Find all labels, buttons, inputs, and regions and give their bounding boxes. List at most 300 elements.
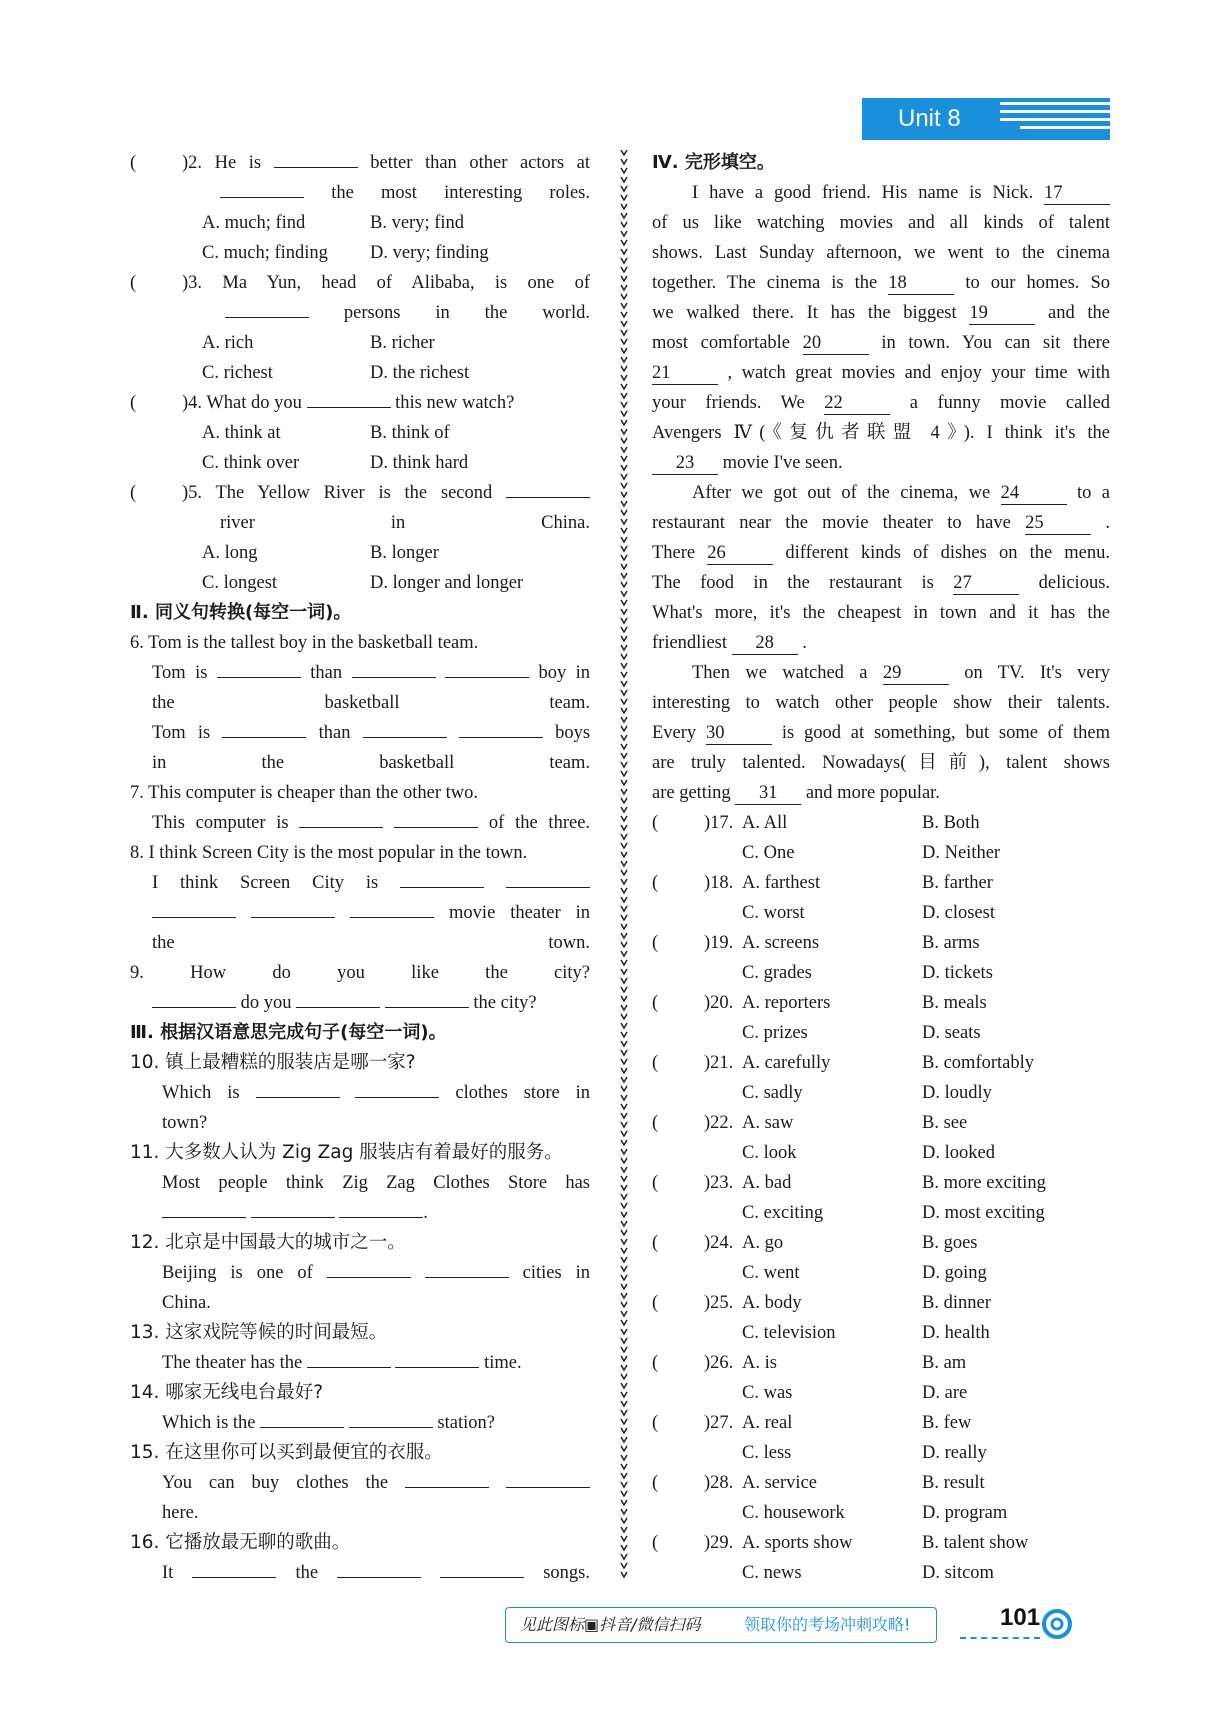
cloze-option-row [652,1318,1110,1348]
cloze-blank: 24 [1001,482,1067,505]
option: B. arms [922,933,980,953]
cloze-blank: 22 [824,392,890,415]
option: A. real [742,1413,793,1433]
option-row [130,208,590,238]
question-number: )27. [704,1413,734,1433]
option: C. much; finding [202,243,328,263]
text-segment: the city? [473,993,537,1013]
text-segment: the town. [152,933,590,953]
option: A. go [742,1233,784,1253]
option: D. are [922,1383,968,1403]
cloze-blank: 29 [883,662,949,685]
answer-paren: ( [652,933,659,953]
question-number: )22. [704,1113,734,1133]
cloze-option-row [652,1408,1110,1438]
text-line [130,1108,590,1138]
question-number: )29. [704,1533,734,1553]
page-circle-icon [1040,1607,1074,1641]
text-line [652,538,1110,568]
text-segment: Tom is [152,723,211,743]
question-number: )18. [704,873,734,893]
text-segment: boy in [538,663,591,683]
answer-blank [350,900,434,918]
option: C. was [742,1383,793,1403]
answer-paren: ( [652,1113,659,1133]
text-segment: to a [1077,483,1110,503]
option: C. housework [742,1503,845,1523]
text-line [652,628,1110,658]
option: A. is [742,1353,777,1373]
option: D. health [922,1323,990,1343]
cloze-option-row [652,868,1110,898]
answer-blank [506,870,590,888]
answer-blank [337,1560,421,1578]
text-line [130,658,590,688]
text-line [652,328,1110,358]
answer-blank [260,1410,344,1428]
text-segment: The food in the restaurant is [652,573,934,593]
answer-blank [385,990,469,1008]
text-line [130,1078,590,1108]
option: D. closest [922,903,995,923]
option: A. body [742,1293,802,1313]
cloze-blank: 23 [652,452,718,475]
cloze-option-row [652,1018,1110,1048]
text-segment: Most people think Zig Zag Clothes Store has [162,1173,590,1193]
text-line [130,1288,590,1318]
footer-promo-text: 领取你的考场冲刺攻略! [744,1615,911,1634]
answer-blank [217,660,301,678]
text-line [130,508,590,538]
answer-blank [400,870,484,888]
text-segment: the [295,1563,319,1583]
cloze-option-row [652,1378,1110,1408]
answer-blank [349,1410,433,1428]
option: D. most exciting [922,1203,1045,1223]
question-number: )20. [704,993,734,1013]
question-prompt [130,1138,590,1168]
text-segment: movie I've seen. [722,453,843,473]
text-segment: There [652,543,696,563]
text-segment: Ma Yun, head of Alibaba, is one of [222,273,591,293]
option: C. think over [202,453,300,473]
cloze-option-row [652,1528,1110,1558]
text-segment: China. [162,1293,211,1313]
question-line [130,478,590,508]
answer-paren: ( [652,1293,659,1313]
option: C. prizes [742,1023,808,1043]
text-segment: cities in [522,1263,591,1283]
text-segment: on TV. It's very [964,663,1111,683]
option: B. think of [370,423,450,443]
answer-blank [274,150,358,168]
option-row [130,568,590,598]
text-segment: of us like watching movies and all kinds of talent [652,213,1110,233]
text-segment: The theater has the [162,1353,303,1373]
text-line [652,508,1110,538]
cloze-option-row [652,1048,1110,1078]
text-segment: in town. You can sit there [881,333,1111,353]
cloze-option-row [652,1348,1110,1378]
option: C. grades [742,963,812,983]
cloze-option-row [652,1258,1110,1288]
text-line [130,1348,590,1378]
question-number: )3. [182,273,203,293]
question-number: )23. [704,1173,734,1193]
cloze-blank: 30 [706,722,772,745]
option: B. Both [922,813,980,833]
option: D. think hard [370,453,469,473]
cloze-option-row [652,838,1110,868]
text-line [652,358,1110,388]
text-line [130,1408,590,1438]
text-segment: 8. I think Screen City is the most popular in the town. [130,843,528,863]
question-prompt [130,1438,590,1468]
option: B. goes [922,1233,978,1253]
cloze-blank: 19 [969,302,1035,325]
tab-stripe [1000,118,1110,121]
text-segment: together. The cinema is the [652,273,878,293]
option: D. program [922,1503,1008,1523]
option: D. sitcom [922,1563,994,1583]
text-segment: Which is [162,1083,240,1103]
text-line [130,1168,590,1198]
cloze-option-row [652,1288,1110,1318]
text-segment: better than other actors at [370,153,591,173]
text-line [652,778,1110,808]
text-line [652,388,1110,418]
answer-blank [307,390,391,408]
option: A. screens [742,933,820,953]
text-segment: do you [240,993,292,1013]
option: D. very; finding [370,243,489,263]
answer-blank [445,660,529,678]
text-segment: than [310,663,343,683]
tab-stripe [1000,110,1110,113]
answer-blank [352,660,436,678]
text-segment: than [318,723,351,743]
option: D. tickets [922,963,993,983]
answer-paren: ( [130,483,137,503]
option: B. am [922,1353,967,1373]
answer-blank [394,810,478,828]
option: B. very; find [370,213,465,233]
text-line [130,628,590,658]
answer-blank [506,1470,590,1488]
cloze-option-row [652,1558,1110,1588]
answer-blank [192,1560,276,1578]
question-prompt [130,1378,590,1408]
text-segment: It [162,1563,174,1583]
answer-blank [425,1260,509,1278]
answer-blank [251,1200,335,1218]
question-prompt [130,1228,590,1258]
option: A. reporters [742,993,831,1013]
question-chinese-text: 10. 镇上最糟糕的服装店是哪一家? [130,1052,416,1073]
question-number: )26. [704,1353,734,1373]
section-heading [130,1018,590,1048]
text-line [652,478,1110,508]
option-row [130,418,590,448]
section-heading-text: Ⅲ. 根据汉语意思完成句子(每空一词)。 [130,1022,447,1043]
answer-blank [405,1470,489,1488]
option: B. longer [370,543,439,563]
question-prompt [130,1318,590,1348]
text-line [130,748,590,778]
cloze-option-row [652,1198,1110,1228]
text-segment: . [802,633,807,653]
option-row [130,238,590,268]
answer-blank [339,1200,423,1218]
cloze-option-row [652,1228,1110,1258]
cloze-option-row [652,988,1110,1018]
question-number: )2. [182,153,203,173]
answer-blank [395,1350,479,1368]
text-segment: I think Screen City is [152,873,379,893]
footer-banner [505,1607,937,1643]
question-chinese-text: 13. 这家戏院等候的时间最短。 [130,1322,388,1343]
text-segment: After we got out of the cinema, we [692,483,991,503]
question-chinese-text: 15. 在这里你可以买到最便宜的衣服。 [130,1442,443,1463]
text-segment: we walked there. It has the biggest [652,303,957,323]
text-segment: 9. How do you like the city? [130,963,590,983]
option: C. less [742,1443,792,1463]
text-segment: 7. This computer is cheaper than the other two. [130,783,478,803]
section-heading-text: Ⅳ. 完形填空。 [652,152,775,173]
text-segment: interesting to watch other people show their talents. [652,693,1110,713]
answer-blank [220,180,304,198]
page-dotted-line [960,1637,1040,1639]
cloze-option-row [652,1498,1110,1528]
text-segment: Tom is [152,663,208,683]
answer-blank [307,1350,391,1368]
answer-paren: ( [652,1233,659,1253]
option: C. exciting [742,1203,824,1223]
text-segment: movie theater in [449,903,591,923]
text-line [652,298,1110,328]
option: C. look [742,1143,797,1163]
text-segment: boys [555,723,591,743]
text-line [652,688,1110,718]
answer-blank [162,1200,246,1218]
text-segment: a funny movie called [909,393,1111,413]
answer-blank [296,990,380,1008]
question-chinese-text: 11. 大多数人认为 Zig Zag 服装店有着最好的服务。 [130,1142,563,1163]
answer-blank [327,1260,411,1278]
question-number: )25. [704,1293,734,1313]
text-segment: clothes store in [455,1083,591,1103]
text-segment: different kinds of dishes on the menu. [785,543,1111,563]
option: D. seats [922,1023,981,1043]
answer-paren: ( [652,1053,659,1073]
text-segment: He is [214,153,262,173]
text-segment: The Yellow River is the second [215,483,493,503]
option: A. saw [742,1113,794,1133]
question-number: )24. [704,1233,734,1253]
cloze-blank: 28 [732,632,798,655]
text-segment: delicious. [1038,573,1111,593]
text-line [652,238,1110,268]
text-segment: I have a good friend. His name is Nick. [692,183,1034,203]
text-segment: songs. [543,1563,591,1583]
cloze-option-row [652,1168,1110,1198]
option: B. result [922,1473,985,1493]
answer-blank [355,1080,439,1098]
answer-blank [440,1560,524,1578]
question-line [130,148,590,178]
text-line [652,748,1110,778]
answer-paren: ( [652,1533,659,1553]
option: C. television [742,1323,836,1343]
section-heading-text: Ⅱ. 同义句转换(每空一词)。 [130,602,352,623]
answer-blank [152,900,236,918]
option: C. richest [202,363,273,383]
option: A. rich [202,333,254,353]
answer-blank [363,720,447,738]
text-segment: persons in the world. [343,303,590,323]
option: A. service [742,1473,817,1493]
answer-paren: ( [652,1173,659,1193]
option: A. much; find [202,213,306,233]
cloze-option-row [652,1438,1110,1468]
question-chinese-text: 14. 哪家无线电台最好? [130,1382,324,1403]
cloze-blank: 18 [888,272,954,295]
cloze-option-row [652,928,1110,958]
option: B. farther [922,873,993,893]
text-segment: is good at something, but some of them [781,723,1110,743]
text-line [130,718,590,748]
answer-blank [506,480,590,498]
column-divider [620,150,628,1585]
text-segment: most comfortable [652,333,791,353]
answer-blank [251,900,335,918]
option: C. longest [202,573,278,593]
text-segment: restaurant near the movie theater to have [652,513,1011,533]
cloze-blank: 25 [1025,512,1091,535]
option: D. loudly [922,1083,992,1103]
option: B. richer [370,333,435,353]
option: C. news [742,1563,802,1583]
cloze-option-row [652,808,1110,838]
option-row [130,328,590,358]
question-prompt [130,1048,590,1078]
text-segment: Every [652,723,697,743]
text-segment: Which is the [162,1413,256,1433]
text-segment: are getting [652,783,731,803]
footer-scan-text: 见此图标▣抖音/微信扫码 [520,1615,701,1634]
text-segment: here. [162,1503,199,1523]
text-segment: friendliest [652,633,728,653]
option: B. talent show [922,1533,1029,1553]
question-chinese-text: 16. 它播放最无聊的歌曲。 [130,1532,351,1553]
answer-blank [222,720,306,738]
cloze-option-row [652,1078,1110,1108]
text-line [130,1558,590,1588]
text-line [130,928,590,958]
cloze-blank: 31 [735,782,801,805]
text-segment: 6. Tom is the tallest boy in the basketball team. [130,633,479,653]
text-line [130,808,590,838]
text-segment: and the [1048,303,1111,323]
cloze-option-row [652,1108,1110,1138]
option: D. going [922,1263,987,1283]
text-line [652,208,1110,238]
text-segment: the most interesting roles. [331,183,590,203]
answer-paren: ( [652,1353,659,1373]
question-number: )28. [704,1473,734,1493]
answer-blank [225,300,309,318]
text-line [130,1498,590,1528]
option: D. really [922,1443,987,1463]
section-heading [652,148,1110,178]
answer-blank [299,810,383,828]
cloze-option-row [652,898,1110,928]
answer-paren: ( [652,873,659,893]
text-segment: of the three. [488,813,591,833]
text-segment: and more popular. [805,783,940,803]
option: C. One [742,843,795,863]
text-segment: are truly talented. Nowadays(目前), talent shows [652,753,1110,773]
text-segment: This computer is [152,813,289,833]
text-line [652,718,1110,748]
text-segment: town? [162,1113,208,1133]
text-segment: station? [437,1413,495,1433]
question-prompt [130,1528,590,1558]
text-segment: this new watch? [395,393,515,413]
text-line [130,988,590,1018]
text-line [130,178,590,208]
option: A. All [742,813,788,833]
right-column [652,148,1110,1588]
option: C. went [742,1263,800,1283]
answer-blank [256,1080,340,1098]
cloze-option-row [652,958,1110,988]
answer-paren: ( [130,153,137,173]
option: C. sadly [742,1083,803,1103]
question-number: )21. [704,1053,734,1073]
option: D. the richest [370,363,470,383]
text-line [652,568,1110,598]
option-row [130,358,590,388]
unit-label: Unit 8 [898,105,961,132]
question-number: )17. [704,813,734,833]
text-segment: . [1105,513,1110,533]
option: B. meals [922,993,987,1013]
text-segment: Avengers Ⅳ(《复仇者联盟 4》). I think it's the [652,423,1110,443]
option: A. bad [742,1173,792,1193]
text-line [652,658,1110,688]
text-line [652,448,1110,478]
option: B. more exciting [922,1173,1046,1193]
text-line [652,178,1110,208]
text-line [130,688,590,718]
text-line [130,838,590,868]
text-segment: What do you [206,393,302,413]
unit-tab [862,98,1110,140]
option: A. long [202,543,258,563]
question-chinese-text: 12. 北京是中国最大的城市之一。 [130,1232,406,1253]
text-line [130,958,590,988]
option: D. longer and longer [370,573,524,593]
text-segment: Then we watched a [692,663,868,683]
text-segment: in the basketball team. [152,753,590,773]
option-row [130,538,590,568]
option: C. worst [742,903,805,923]
answer-paren: ( [652,1413,659,1433]
text-line [130,1468,590,1498]
text-line: . [130,1198,590,1228]
text-line [130,1258,590,1288]
